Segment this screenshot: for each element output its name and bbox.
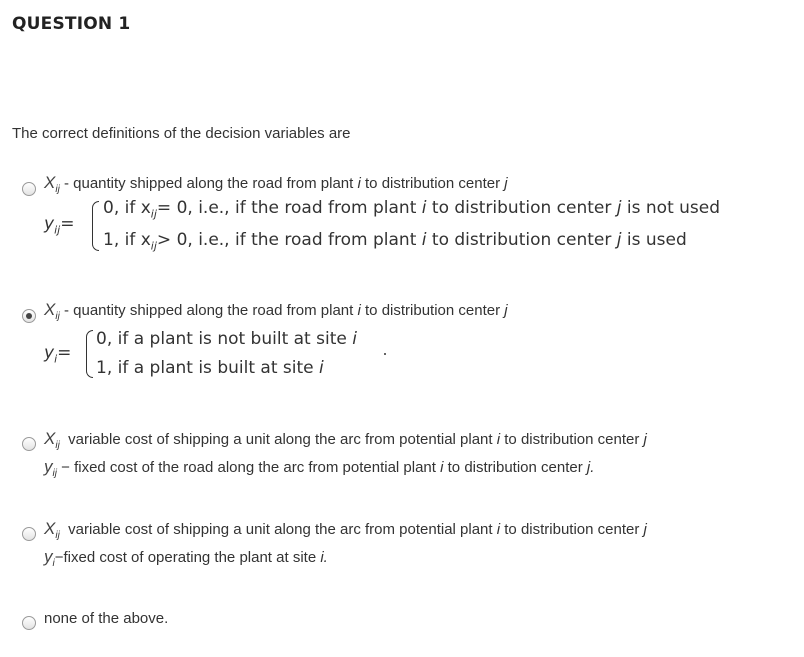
option-2-brace: [86, 330, 93, 378]
option-2-x-definition[interactable]: $X_{ij}$ - quantity shipped along the road from plant i to distribution center j: [44, 300, 508, 322]
option-1-brace: [92, 201, 99, 251]
option-5-radio[interactable]: [22, 616, 36, 630]
option-2-case-1: 0, if a plant is not built at site i: [96, 329, 357, 349]
option-1-x-definition[interactable]: $X_{ij}$ - quantity shipped along the road from plant i to distribution center j: [44, 173, 508, 195]
option-1-case-1: 0, if $x_{ij}= 0$, i.e., if the road from plant i to distribution center j is not used: [103, 198, 721, 221]
option-3-x-definition[interactable]: $X_{ij}$ variable cost of shipping a unit along the arc from potential plant i to distribution center j: [44, 429, 647, 451]
option-3-radio[interactable]: [22, 437, 36, 451]
option-1-case-2: 1, if $x_{ij}> 0$, i.e., if the road from plant i to distribution center j is used: [103, 230, 687, 253]
stray-dot: [384, 353, 386, 355]
option-4-radio[interactable]: [22, 527, 36, 541]
option-2-radio[interactable]: [22, 309, 36, 323]
option-1-radio[interactable]: [22, 182, 36, 196]
option-1-y-lhs: $y_{ij}=$: [44, 214, 75, 237]
question-title: QUESTION 1: [12, 14, 131, 34]
option-5-label[interactable]: none of the above.: [44, 610, 169, 627]
option-4-y-definition[interactable]: $y_i-fixed$ cost of operating the plant at site i.: [44, 547, 328, 569]
option-3-y-definition[interactable]: $y_{ij}$ − fixed cost of the road along the arc from potential plant i to distribution center j.: [44, 457, 595, 479]
option-2-case-2: 1, if a plant is built at site i: [96, 358, 324, 378]
option-4-x-definition[interactable]: $X_{ij}$ variable cost of shipping a unit along the arc from potential plant i to distribution center j: [44, 519, 647, 541]
option-2-y-lhs: $y_i=$: [44, 343, 72, 366]
question-prompt: The correct definitions of the decision variables are: [12, 125, 351, 142]
